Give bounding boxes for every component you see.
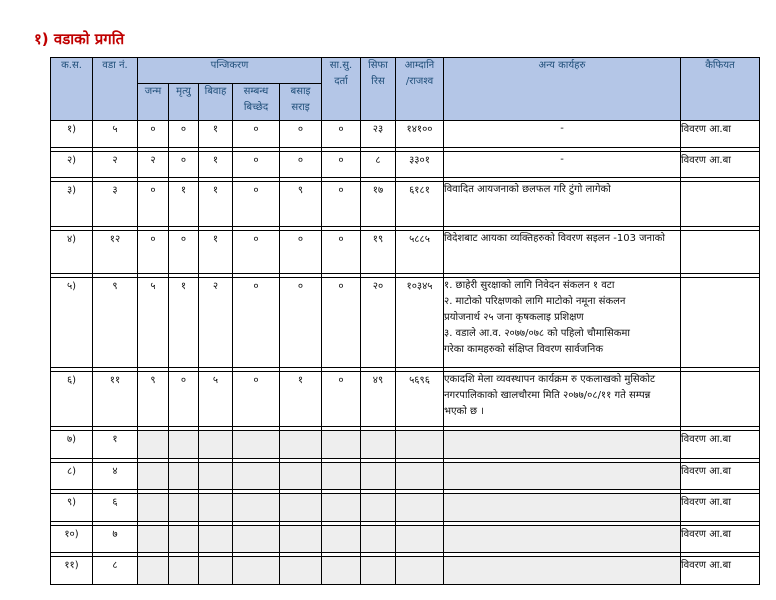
recommend-cell bbox=[361, 463, 396, 490]
other-activities-cell bbox=[444, 231, 681, 274]
recommend-cell: १७ bbox=[361, 182, 396, 227]
header-death: मृत्यु bbox=[169, 84, 199, 121]
death-cell bbox=[169, 557, 199, 585]
remarks-cell: विवरण आ.बा bbox=[681, 494, 760, 522]
remarks-cell: विवरण आ.बा bbox=[681, 121, 760, 148]
header-income: आम्दानि /राजश्व bbox=[396, 58, 444, 121]
marriage-cell bbox=[199, 431, 233, 459]
migration-cell bbox=[280, 557, 322, 585]
income-cell: ५६९६ bbox=[396, 372, 444, 427]
other-activities-cell bbox=[444, 526, 681, 553]
birth-cell bbox=[138, 494, 169, 522]
table-row bbox=[51, 231, 760, 274]
header-registration: पन्जिकरण bbox=[138, 58, 322, 84]
recommend-cell: २३ bbox=[361, 121, 396, 148]
table-row bbox=[51, 278, 760, 368]
income-cell bbox=[396, 463, 444, 490]
marriage-cell: १ bbox=[199, 152, 233, 178]
migration-cell bbox=[280, 526, 322, 553]
page-title: १) वडाको प्रगति bbox=[34, 30, 125, 48]
marriage-cell bbox=[199, 494, 233, 522]
sasu-cell bbox=[322, 494, 361, 522]
activity-line: २. माटाेको परिक्षणकाे लागि माटाेकाे नमूना संकलन bbox=[444, 296, 626, 307]
sasu-cell: ० bbox=[322, 121, 361, 148]
activity-line: - bbox=[560, 123, 564, 134]
sn-cell: ११) bbox=[51, 557, 93, 585]
marriage-cell: १ bbox=[199, 182, 233, 227]
divorce-cell: ० bbox=[233, 372, 280, 427]
death-cell bbox=[169, 526, 199, 553]
other-activities-cell bbox=[444, 372, 681, 427]
sn-cell: ४) bbox=[51, 231, 93, 274]
ward-cell: ८ bbox=[93, 557, 138, 585]
income-cell bbox=[396, 431, 444, 459]
divorce-cell bbox=[233, 526, 280, 553]
divorce-cell: ० bbox=[233, 231, 280, 274]
table-body bbox=[51, 121, 760, 585]
remarks-cell: विवरण आ.बा bbox=[681, 152, 760, 178]
sasu-cell bbox=[322, 526, 361, 553]
other-activities-cell bbox=[444, 278, 681, 368]
table-row bbox=[51, 431, 760, 459]
birth-cell: ० bbox=[138, 231, 169, 274]
other-activities-cell bbox=[444, 182, 681, 227]
ward-cell: ३ bbox=[93, 182, 138, 227]
migration-cell: ० bbox=[280, 231, 322, 274]
table-row bbox=[51, 463, 760, 490]
ward-progress-table bbox=[50, 57, 760, 585]
sasu-cell: ० bbox=[322, 152, 361, 178]
birth-cell bbox=[138, 557, 169, 585]
recommend-cell bbox=[361, 526, 396, 553]
recommend-cell: ४९ bbox=[361, 372, 396, 427]
remarks-cell: विवरण आ.बा bbox=[681, 557, 760, 585]
remarks-cell bbox=[681, 182, 760, 227]
recommend-cell bbox=[361, 431, 396, 459]
birth-cell bbox=[138, 463, 169, 490]
income-cell bbox=[396, 526, 444, 553]
birth-cell: २ bbox=[138, 152, 169, 178]
ward-cell: ९ bbox=[93, 278, 138, 368]
death-cell: १ bbox=[169, 182, 199, 227]
sasu-cell: ० bbox=[322, 372, 361, 427]
remarks-cell bbox=[681, 278, 760, 368]
sn-cell: १) bbox=[51, 121, 93, 148]
remarks-cell: विवरण आ.बा bbox=[681, 431, 760, 459]
other-activities-cell bbox=[444, 463, 681, 490]
header-remarks: कैफियत bbox=[681, 58, 760, 121]
marriage-cell bbox=[199, 557, 233, 585]
migration-cell: ० bbox=[280, 121, 322, 148]
income-cell: १०३४५ bbox=[396, 278, 444, 368]
activity-line: - bbox=[560, 154, 564, 165]
ward-cell: ११ bbox=[93, 372, 138, 427]
header-ward: वडा नं. bbox=[93, 58, 138, 121]
table-row bbox=[51, 182, 760, 227]
birth-cell bbox=[138, 526, 169, 553]
ward-cell: ४ bbox=[93, 463, 138, 490]
sasu-cell: ० bbox=[322, 182, 361, 227]
remarks-cell: विवरण आ.बा bbox=[681, 463, 760, 490]
marriage-cell bbox=[199, 463, 233, 490]
ward-cell: १२ bbox=[93, 231, 138, 274]
recommend-cell: १९ bbox=[361, 231, 396, 274]
divorce-cell: ० bbox=[233, 278, 280, 368]
sasu-cell bbox=[322, 557, 361, 585]
remarks-cell bbox=[681, 372, 760, 427]
activity-line: भएको छ । bbox=[444, 406, 484, 417]
ward-cell: ५ bbox=[93, 121, 138, 148]
death-cell: ० bbox=[169, 372, 199, 427]
divorce-cell bbox=[233, 431, 280, 459]
sn-cell: ६) bbox=[51, 372, 93, 427]
table-row bbox=[51, 372, 760, 427]
death-cell bbox=[169, 431, 199, 459]
ward-cell: ६ bbox=[93, 494, 138, 522]
header-birth: जन्म bbox=[138, 84, 169, 121]
income-cell bbox=[396, 494, 444, 522]
table-row bbox=[51, 152, 760, 178]
sasu-cell bbox=[322, 431, 361, 459]
marriage-cell: २ bbox=[199, 278, 233, 368]
ward-cell: १ bbox=[93, 431, 138, 459]
header-recommendation: सिफा रिस bbox=[361, 58, 396, 121]
income-cell: ५८८५ bbox=[396, 231, 444, 274]
death-cell: ० bbox=[169, 152, 199, 178]
other-activities-cell bbox=[444, 557, 681, 585]
migration-cell: ९ bbox=[280, 182, 322, 227]
divorce-cell bbox=[233, 463, 280, 490]
marriage-cell: १ bbox=[199, 231, 233, 274]
activity-line: ३. वडाले आ.व. २०७७/०७८ काे पहिलाे चाैमासिकमा bbox=[444, 328, 630, 339]
sn-cell: ७) bbox=[51, 431, 93, 459]
remarks-cell bbox=[681, 231, 760, 274]
other-activities-cell bbox=[444, 152, 681, 178]
table-row bbox=[51, 494, 760, 522]
activity-line: प्रयाेजनार्थ २५ जना कृषकलाइ प्रशिक्षण bbox=[444, 312, 584, 323]
sn-cell: ३) bbox=[51, 182, 93, 227]
other-activities-cell bbox=[444, 431, 681, 459]
migration-cell: ० bbox=[280, 152, 322, 178]
income-cell bbox=[396, 557, 444, 585]
income-cell: १४१०० bbox=[396, 121, 444, 148]
divorce-cell: ० bbox=[233, 152, 280, 178]
birth-cell: ० bbox=[138, 121, 169, 148]
birth-cell: ० bbox=[138, 182, 169, 227]
migration-cell bbox=[280, 494, 322, 522]
sasu-cell bbox=[322, 463, 361, 490]
activity-line: १. छाहेरी सुरक्षाको लागि निवेदन संकलन १ वटा bbox=[444, 280, 615, 291]
sn-cell: ९) bbox=[51, 494, 93, 522]
migration-cell bbox=[280, 463, 322, 490]
death-cell bbox=[169, 494, 199, 522]
death-cell: ० bbox=[169, 231, 199, 274]
divorce-cell bbox=[233, 494, 280, 522]
sn-cell: ८) bbox=[51, 463, 93, 490]
other-activities-cell bbox=[444, 121, 681, 148]
header-migration: बसाइ सराइ bbox=[280, 84, 322, 121]
migration-cell: १ bbox=[280, 372, 322, 427]
sn-cell: २) bbox=[51, 152, 93, 178]
death-cell bbox=[169, 463, 199, 490]
activity-line: नगरपालिकाको खालचौरमा मिति २०७७/०८/११ गते सम्पन्न bbox=[444, 390, 651, 401]
recommend-cell: २० bbox=[361, 278, 396, 368]
header-sasu: सा.सु. दर्ता bbox=[322, 58, 361, 121]
header-marriage: बिवाह bbox=[199, 84, 233, 121]
header-divorce: सम्बन्ध बिच्छेद bbox=[233, 84, 280, 121]
sasu-cell: ० bbox=[322, 278, 361, 368]
recommend-cell bbox=[361, 494, 396, 522]
divorce-cell: ० bbox=[233, 182, 280, 227]
recommend-cell: ८ bbox=[361, 152, 396, 178]
death-cell: १ bbox=[169, 278, 199, 368]
activity-line: एकादशि मेला व्यवस्थापन कार्यक्रम रु एकलाखको मुसिकोट bbox=[444, 374, 655, 385]
income-cell: ३३०१ bbox=[396, 152, 444, 178]
other-activities-cell bbox=[444, 494, 681, 522]
sn-cell: १०) bbox=[51, 526, 93, 553]
ward-cell: ७ bbox=[93, 526, 138, 553]
table-row bbox=[51, 557, 760, 585]
header-sn: क.स. bbox=[51, 58, 93, 121]
table-row bbox=[51, 526, 760, 553]
marriage-cell: १ bbox=[199, 121, 233, 148]
birth-cell: ९ bbox=[138, 372, 169, 427]
sn-cell: ५) bbox=[51, 278, 93, 368]
table-row bbox=[51, 121, 760, 148]
death-cell: ० bbox=[169, 121, 199, 148]
header-other-activities: अन्य कार्यहरु bbox=[444, 58, 681, 121]
divorce-cell: ० bbox=[233, 121, 280, 148]
activity-line: विवादित आयजनाको छलफल गरि टुंगो लागेको bbox=[444, 184, 611, 195]
activity-line: गरेका कामहरुकाे संक्षिप्त विवरण सार्वजनिक bbox=[444, 344, 603, 355]
marriage-cell bbox=[199, 526, 233, 553]
remarks-cell: विवरण आ.बा bbox=[681, 526, 760, 553]
ward-cell: २ bbox=[93, 152, 138, 178]
income-cell: ६१८१ bbox=[396, 182, 444, 227]
recommend-cell bbox=[361, 557, 396, 585]
birth-cell bbox=[138, 431, 169, 459]
sasu-cell: ० bbox=[322, 231, 361, 274]
activity-line: विदेशबाट आयका व्यक्तिहरुको विवरण सइलन -103 जनाको bbox=[444, 233, 665, 244]
divorce-cell bbox=[233, 557, 280, 585]
birth-cell: ५ bbox=[138, 278, 169, 368]
migration-cell bbox=[280, 431, 322, 459]
migration-cell: ० bbox=[280, 278, 322, 368]
marriage-cell: ५ bbox=[199, 372, 233, 427]
